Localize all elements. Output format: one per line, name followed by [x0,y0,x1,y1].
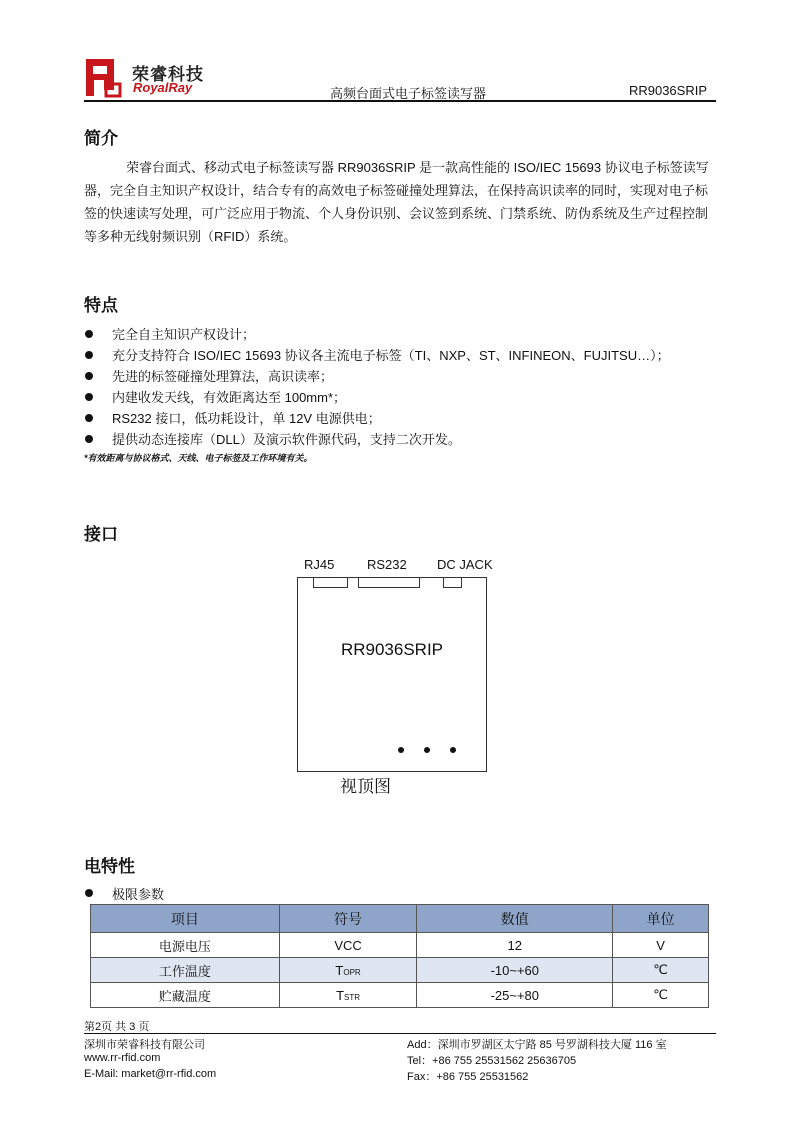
email-link[interactable]: E-Mail: market@rr-rfid.com [84,1068,217,1080]
param-value: 12 [417,933,613,958]
feature-text: 提供动态连接库（DLL）及演示软件源代码，支持二次开发。 [112,432,461,447]
feature-text: 先进的标签碰撞处理算法，高识读率； [112,369,334,384]
bullet-icon [85,414,93,422]
indicator-led-icon [450,747,456,753]
dc-jack-port [443,577,462,588]
param-item: 电源电压 [91,933,280,958]
device-outline [297,577,487,772]
param-unit: ℃ [613,958,709,983]
device-model-label: RR9036SRIP [340,640,444,659]
bullet-icon [85,889,93,897]
column-header: 符号 [279,905,417,933]
feature-text: RS232 接口，低功耗设计，单 12V 电源供电； [112,411,381,426]
range-footnote: *有效距离与协议格式、天线、电子标签及工作环境有关。 [84,453,313,463]
document-title: 高频台面式电子标签读写器 [330,86,487,101]
bullet-icon [85,372,93,380]
bullet-icon [85,393,93,401]
list-item [84,366,670,387]
subsection-title: 极限参数 [112,887,165,902]
param-value: -25~+80 [417,983,613,1008]
bullet-icon [85,330,93,338]
symbol-text: T [335,962,344,978]
param-unit: V [613,933,709,958]
param-item: 工作温度 [91,958,280,983]
electrical-heading: 电特性 [84,857,135,876]
header-model-number: RR9036SRIP [628,83,707,98]
website-link[interactable]: www.rr-rfid.com [84,1052,161,1064]
company-address: Add：深圳市罗湖区太宁路 85 号罗湖科技大厦 116 室 [407,1039,667,1051]
table-row [91,933,709,958]
list-item [84,345,670,366]
param-symbol [279,933,417,958]
diagram-caption: 视顶图 [340,777,391,796]
column-header: 数值 [417,905,613,933]
param-value: -10~+60 [417,958,613,983]
intro-paragraph: 荣睿台面式、移动式电子标签读写器 RR9036SRIP 是一款高性能的 ISO/IEC 15693 协议电子标签读写器，完全自主知识产权设计，结合专有的高效电子标签碰撞处理算法，在保持高识读率的同时，实现对电子标签的快速读写处理，可广泛应用于物流、个人身份识别、会议签到系统、门禁系统、防伪系统及生产过程控制等多种无线射频识别（RFID）系统。 [84,160,709,244]
param-symbol [279,983,417,1008]
param-symbol [279,958,417,983]
list-item [84,387,670,408]
feature-text: 内建收发天线，有效距离达至 100mm*； [112,390,347,405]
symbol-text: VCC [334,937,362,953]
logo-chinese-name: 荣睿科技 [132,65,204,84]
param-item: 贮藏温度 [91,983,280,1008]
table-row [91,983,709,1008]
indicator-led-icon [398,747,404,753]
rs232-port [358,577,420,588]
company-name: 深圳市荣睿科技有限公司 [84,1039,205,1051]
column-header: 项目 [91,905,280,933]
interface-heading: 接口 [84,525,118,544]
limit-parameters-table [90,904,709,1008]
port-label-dc-jack: DC JACK [437,557,493,572]
list-item [84,429,670,450]
port-label-rj45: RJ45 [304,557,335,572]
table-header-row [91,905,709,933]
bullet-icon [85,435,93,443]
footer-divider [84,1033,716,1034]
features-heading: 特点 [84,296,118,315]
header-divider [84,100,716,102]
param-unit: ℃ [613,983,709,1008]
feature-text: 充分支持符合 ISO/IEC 15693 协议各主流电子标签（TI、NXP、ST、INFINEON、FUJITSU…）； [112,348,670,363]
telephone: Tel：+86 755 25531562 25636705 [407,1055,577,1067]
list-item [84,324,670,345]
symbol-subscript: OPR [343,967,361,977]
bullet-icon [85,351,93,359]
features-list [84,324,670,450]
royalray-logo-icon [84,56,122,98]
logo-english-name: RoyalRay [133,80,193,95]
symbol-subscript: STR [344,992,361,1002]
table-row [91,958,709,983]
rj45-port [313,577,348,588]
list-item [84,408,670,429]
column-header: 单位 [613,905,709,933]
page-number: 第2页 共 3 页 [84,1021,150,1033]
intro-heading: 简介 [84,129,118,148]
port-label-rs232: RS232 [367,557,407,572]
symbol-text: T [336,987,345,1003]
fax: Fax：+86 755 25531562 [407,1071,529,1083]
feature-text: 完全自主知识产权设计； [112,327,256,342]
indicator-led-icon [424,747,430,753]
